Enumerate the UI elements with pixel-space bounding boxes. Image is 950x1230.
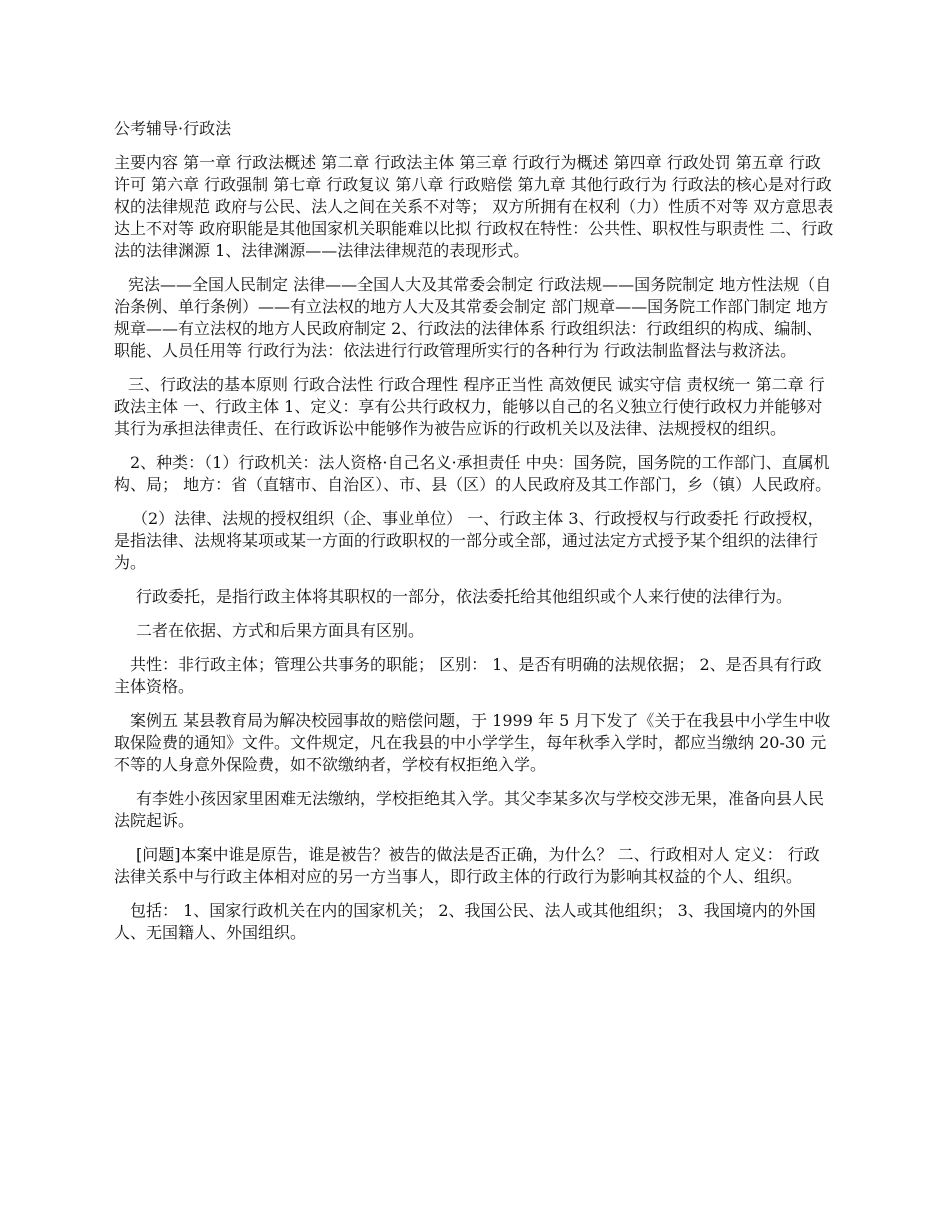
paragraph-includes: 包括： 1、国家行政机关在内的国家机关； 2、我国公民、法人或其他组织； 3、我国境内的外国人、无国籍人、外国组织。 — [114, 901, 816, 942]
paragraph-question: [问题]本案中谁是原告，谁是被告？被告的做法是否正确，为什么？ 二、行政相对人 定义： 行政法律关系中与行政主体相对应的另一方当事人，即行政主体的行政行为影响其权益的个人、组织。 — [114, 845, 820, 886]
paragraph-case-detail: 有李姓小孩因家里困难无法缴纳，学校拒绝其入学。其父李某多次与学校交涉无果，准备向县人民法院起诉。 — [114, 789, 825, 830]
paragraph-difference: 二者在依据、方式和后果方面具有区别。 — [136, 621, 425, 640]
paragraph-types: 2、种类：（1）行政机关：法人资格·自己名义·承担责任 中央：国务院，国务院的工作部门、直属机构、局； 地方：省（直辖市、自治区）、市、县（区）的人民政府及其工作部门，乡（镇）人民政府。 — [114, 453, 832, 494]
paragraph-contents: 主要内容 第一章 行政法概述 第二章 行政法主体 第三章 行政行为概述 第四章 行政处罚 第五章 行政许可 第六章 行政强制 第七章 行政复议 第八章 行政赔偿 第九章 其他行政行为 行政法的核心是对行政权的法律规范 政府与公民、法人之间在关系不对等； 双方所拥有在权利（力）性质不对等 双方意思表达上不对等 政府职能是其他国家机关职能难以比拟 行政权在特性：公共性、职权性与职责性 二、行政法的法律渊源 1、法律渊源——法律法律规范的表现形式。 — [114, 153, 834, 260]
paragraph-commonality: 共性：非行政主体；管理公共事务的职能； 区别： 1、是否有明确的法规依据； 2、是否具有行政主体资格。 — [114, 655, 822, 696]
document-page — [114, 118, 834, 956]
paragraph-case-five: 案例五 某县教育局为解决校园事故的赔偿问题，于 1999 年 5 月下发了《关于在我县中小学生中收取保险费的通知》文件。文件规定，凡在我县的中小学学生，每年秋季入学时，都应当缴纳 20-30 元不等的人身意外保险费，如不欲缴纳者，学校有权拒绝入学。 — [114, 711, 831, 774]
document-title: 公考辅导·行政法 — [114, 119, 232, 138]
paragraph-legal-sources: 宪法——全国人民制定 法律——全国人大及其常委会制定 行政法规——国务院制定 地方性法规（自治条例、单行条例）——有立法权的地方人大及其常委会制定 部门规章——国务院工作部门制定 地方规章——有立法权的地方人民政府制定 2、行政法的法律体系 行政组织法：行政组织的构成、编制、职能、人员任用等 行政行为法：依法进行行政管理所实行的各种行为 行政法制监督法与救济法。 — [114, 275, 832, 360]
paragraph-authorization: （2）法律、法规的授权组织（企、事业单位） 一、行政主体 3、行政授权与行政委托 行政授权，是指法律、法规将某项或某一方面的行政职权的一部分或全部，通过法定方式授予某个组织的法律行为。 — [114, 509, 824, 572]
paragraph-basic-principles: 三、行政法的基本原则 行政合法性 行政合理性 程序正当性 高效便民 诚实守信 责权统一 第二章 行政法主体 一、行政主体 1、定义：享有公共行政权力，能够以自己的名义独立行使行政权力并能够对其行为承担法律责任、在行政诉讼中能够作为被告应诉的行政机关以及法律、法规授权的组织。 — [114, 375, 825, 438]
paragraph-delegation: 行政委托，是指行政主体将其职权的一部分，依法委托给其他组织或个人来行使的法律行为。 — [136, 587, 793, 606]
